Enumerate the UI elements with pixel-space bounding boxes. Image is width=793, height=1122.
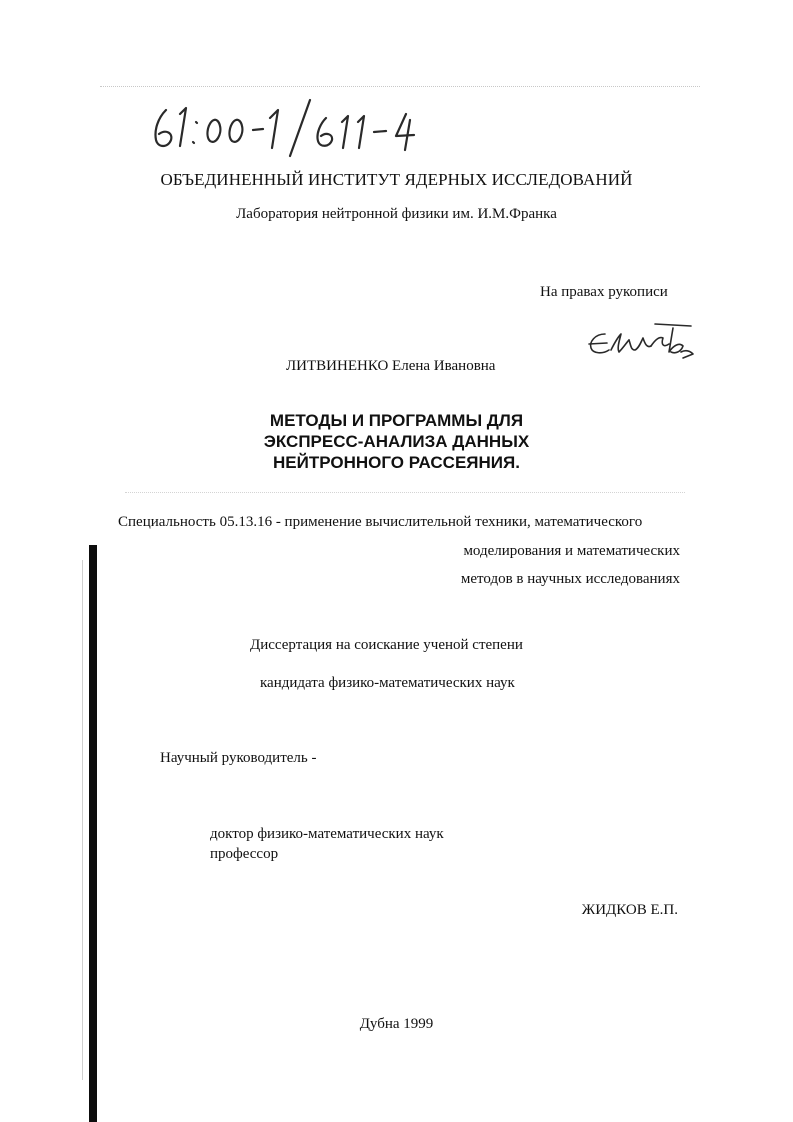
- supervisor-degree: доктор физико-математических наук: [210, 826, 444, 842]
- scan-artifact-thin-line: [82, 560, 83, 1080]
- specialty-line-1: Специальность 05.13.16 - применение вычислительной техники, математического: [118, 514, 643, 530]
- institute-name: ОБЪЕДИНЕННЫЙ ИНСТИТУТ ЯДЕРНЫХ ИССЛЕДОВАНИЙ: [160, 170, 633, 189]
- supervisor-name: ЖИДКОВ Е.П.: [581, 902, 678, 918]
- title-line: ЭКСПРЕСС-АНАЛИЗА ДАННЫХ: [263, 432, 530, 451]
- handwritten-archive-code: [150, 96, 480, 158]
- laboratory-name: Лаборатория нейтронной физики им. И.М.Франка: [236, 206, 557, 222]
- scan-artifact-binding-edge: [89, 545, 97, 1122]
- supervisor-rank: профессор: [210, 846, 279, 862]
- author-name: ЛИТВИНЕНКО Елена Ивановна: [286, 358, 496, 374]
- supervisor-label: Научный руководитель -: [160, 750, 317, 766]
- scan-artifact-top-line: [100, 86, 700, 88]
- specialty-line-3: методов в научных исследованиях: [460, 571, 680, 587]
- scan-artifact-dotted-line: [125, 492, 685, 494]
- title-line: МЕТОДЫ И ПРОГРАММЫ ДЛЯ: [269, 411, 524, 430]
- dissertation-purpose-line-1: Диссертация на соискание ученой степени: [250, 637, 523, 653]
- city-year: Дубна 1999: [359, 1016, 434, 1032]
- specialty-line-2: моделирования и математических: [463, 543, 680, 559]
- author-signature: [585, 322, 700, 364]
- dissertation-purpose-line-2: кандидата физико-математических наук: [260, 675, 515, 691]
- title-line: НЕЙТРОННОГО РАССЕЯНИЯ.: [273, 453, 520, 472]
- manuscript-rights-note: На правах рукописи: [540, 284, 668, 300]
- dissertation-title: [0, 410, 793, 473]
